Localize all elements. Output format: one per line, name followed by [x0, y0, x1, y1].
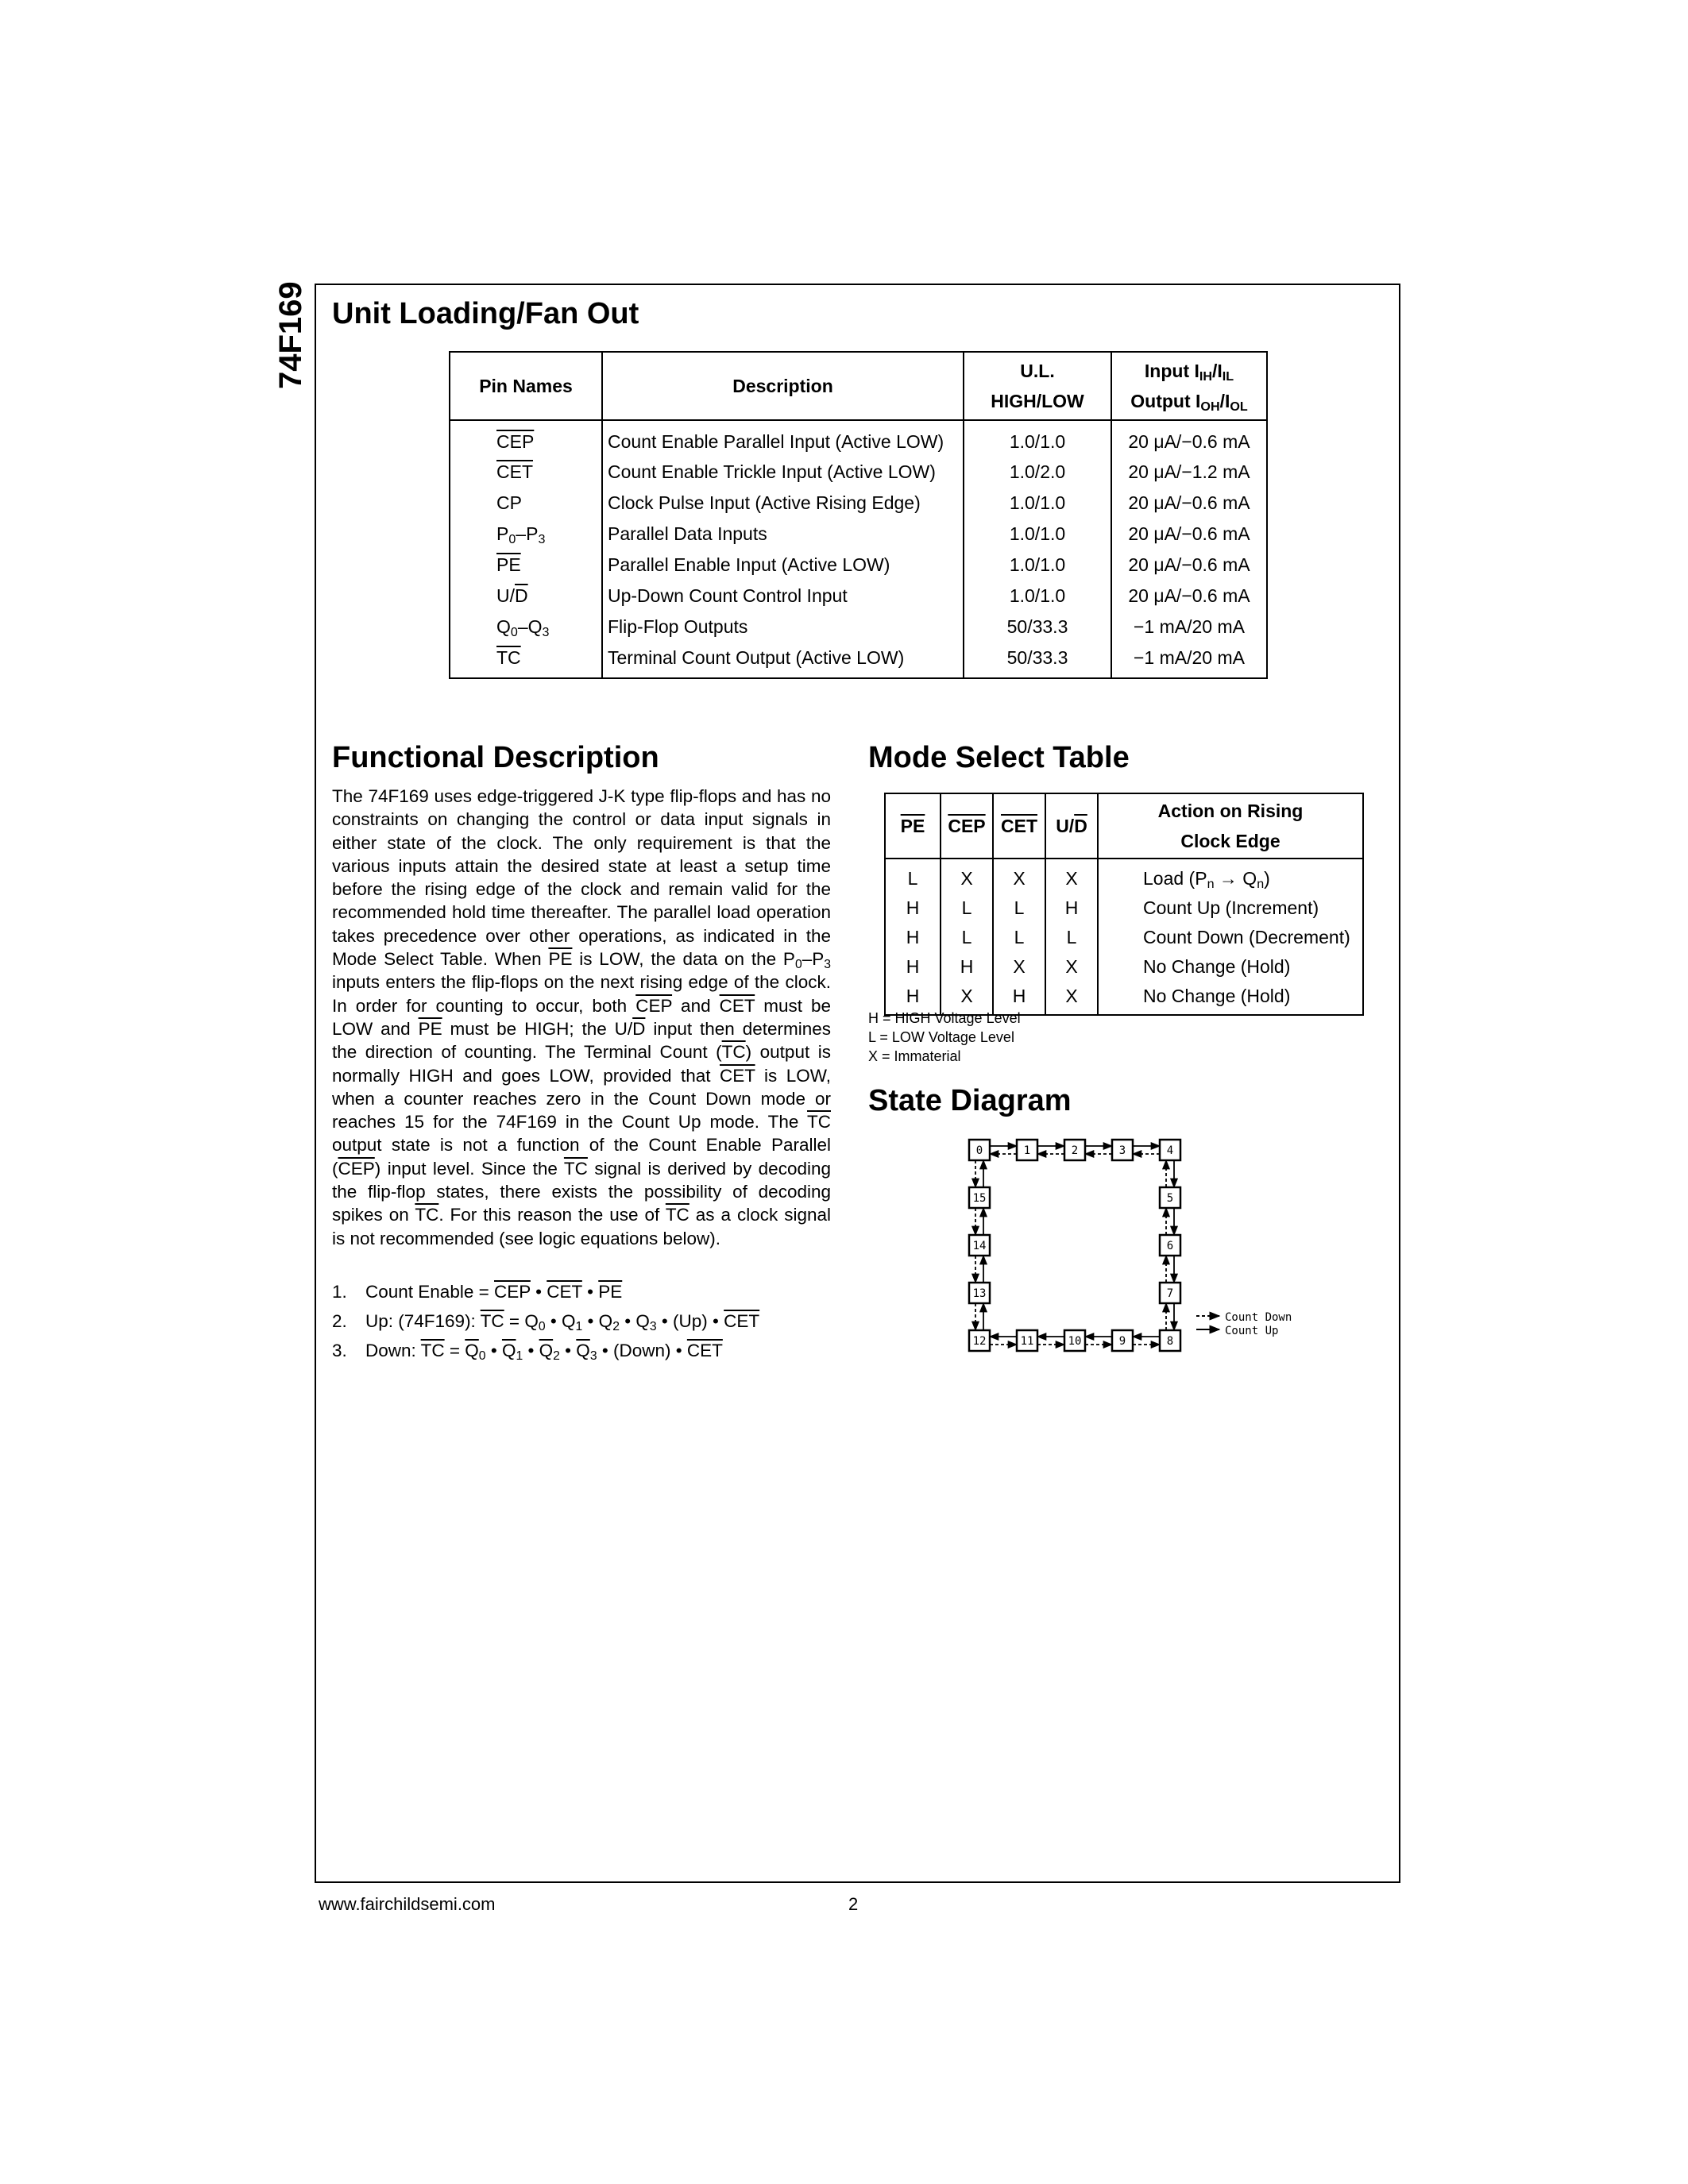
table-row: [450, 487, 1267, 518]
pin-name: $\overline{TC}$: [450, 642, 602, 678]
table-row: [885, 859, 1363, 893]
pin-name: $Q_0-Q_3$: [450, 611, 602, 642]
pin-description: Parallel Enable Input (Active LOW): [602, 549, 964, 580]
pin-name: $\overline{PE}$: [450, 549, 602, 580]
state-label: 3: [1118, 1144, 1126, 1157]
state-label: 10: [1068, 1335, 1082, 1348]
header-ud: $U/\overline{D}$: [1045, 793, 1098, 859]
header-ul-line1: U.L.: [1020, 361, 1055, 381]
header-action: Action on Rising Clock Edge: [1098, 793, 1363, 859]
table-row: [885, 893, 1363, 923]
mode-cet: X: [993, 952, 1045, 982]
state-label: 9: [1118, 1335, 1126, 1348]
mode-pe: H: [885, 923, 941, 952]
mode-pe: L: [885, 859, 941, 893]
pin-name: CP: [450, 487, 602, 518]
state-label: 12: [972, 1335, 987, 1348]
mode-action: Count Up (Increment): [1098, 893, 1363, 923]
pin-name: $U/\overline{D}$: [450, 580, 602, 611]
mode-select-table: [884, 793, 1364, 1016]
functional-description-title: Functional Description: [332, 741, 659, 774]
mode-legend: [868, 1009, 1021, 1066]
state-label: 11: [1020, 1335, 1034, 1348]
logic-equations: [332, 1277, 759, 1365]
state-label: 7: [1166, 1287, 1174, 1300]
pin-ul: 50/33.3: [964, 611, 1111, 642]
pin-ul: 1.0/1.0: [964, 420, 1111, 456]
pin-description: Parallel Data Inputs: [602, 518, 964, 549]
equation-down: 3. Down: $\overline{TC} = \overline{Q}_0$ • $\overline{Q}_1$ • $\overline{Q}_2$ • $\overline{Q}_3$ • (Down) • $\overline{CET}$: [332, 1341, 723, 1363]
mode-ud: X: [1045, 859, 1098, 893]
pin-description: Count Enable Parallel Input (Active LOW): [602, 420, 964, 456]
mode-cet: X: [993, 859, 1045, 893]
pin-ul: 1.0/1.0: [964, 580, 1111, 611]
state-label: 5: [1166, 1192, 1174, 1205]
pin-name: $\overline{CET}$: [450, 456, 602, 487]
equation-count-enable: 1. Count Enable = $\overline{CEP}$ • $\overline{CET}$ • $\overline{PE}$: [332, 1282, 623, 1302]
pin-description: Count Enable Trickle Input (Active LOW): [602, 456, 964, 487]
header-ul-line2: HIGH/LOW: [991, 391, 1084, 411]
legend-high: H = HIGH Voltage Level: [868, 1010, 1021, 1026]
pin-name: $\overline{CEP}$: [450, 420, 602, 456]
mode-ud: X: [1045, 952, 1098, 982]
header-input-output: [1111, 352, 1267, 420]
header-ul: [964, 352, 1111, 420]
table-row: [450, 456, 1267, 487]
pin-ul: 1.0/1.0: [964, 518, 1111, 549]
header-input: Input $I_{IH}/I_{IL}$: [1144, 361, 1234, 384]
state-label: 14: [972, 1240, 987, 1252]
side-part-number: 74F169: [273, 281, 308, 389]
mode-action: No Change (Hold): [1098, 952, 1363, 982]
state-label: 15: [972, 1192, 987, 1205]
table-row: [450, 420, 1267, 456]
mode-ud: H: [1045, 893, 1098, 923]
mode-cep: X: [941, 859, 993, 893]
footer-url: www.fairchildsemi.com: [319, 1894, 496, 1914]
table-row: [450, 518, 1267, 549]
mode-action: Count Down (Decrement): [1098, 923, 1363, 952]
unit-loading-title: Unit Loading/Fan Out: [332, 297, 639, 330]
pin-io: −1 mA/20 mA: [1111, 642, 1267, 678]
pin-ul: 1.0/1.0: [964, 549, 1111, 580]
header-cet: $\overline{CET}$: [993, 793, 1045, 859]
legend-immaterial: X = Immaterial: [868, 1048, 961, 1064]
pin-description: Clock Pulse Input (Active Rising Edge): [602, 487, 964, 518]
legend-low: L = LOW Voltage Level: [868, 1029, 1014, 1045]
state-label: 4: [1166, 1144, 1174, 1157]
page-number: 2: [848, 1894, 859, 1914]
state-label: 1: [1023, 1144, 1031, 1157]
state-diagram: [953, 1132, 1311, 1362]
mode-cet: L: [993, 923, 1045, 952]
state-label: 8: [1166, 1335, 1174, 1348]
pin-io: 20 μA/−0.6 mA: [1111, 518, 1267, 549]
legend-up-label: Count Up: [1225, 1325, 1279, 1337]
table-row: [885, 952, 1363, 982]
header-output: Output $I_{OH}/I_{OL}$: [1130, 391, 1248, 415]
pin-ul: 1.0/2.0: [964, 456, 1111, 487]
state-label: 2: [1071, 1144, 1079, 1157]
diagram-legend: [1196, 1311, 1292, 1337]
pin-io: −1 mA/20 mA: [1111, 611, 1267, 642]
mode-cet: H: [993, 982, 1045, 1015]
header-description: Description: [602, 352, 964, 420]
mode-cep: X: [941, 982, 993, 1015]
mode-cet: L: [993, 893, 1045, 923]
pin-io: 20 μA/−0.6 mA: [1111, 549, 1267, 580]
mode-cep: H: [941, 952, 993, 982]
state-label: 13: [972, 1287, 987, 1300]
pin-description: Up-Down Count Control Input: [602, 580, 964, 611]
mode-action: Load $(P_n \to Q_n)$: [1098, 859, 1363, 893]
pin-name: $P_0-P_3$: [450, 518, 602, 549]
pin-ul: 1.0/1.0: [964, 487, 1111, 518]
mode-ud: X: [1045, 982, 1098, 1015]
header-pin-names: Pin Names: [450, 352, 602, 420]
mode-cep: L: [941, 893, 993, 923]
state-label: 0: [975, 1144, 983, 1157]
pin-io: 20 μA/−0.6 mA: [1111, 487, 1267, 518]
table-row: [450, 611, 1267, 642]
state-label: 6: [1166, 1240, 1174, 1252]
pin-ul: 50/33.3: [964, 642, 1111, 678]
table-row: [450, 642, 1267, 678]
functional-description-text: The 74F169 uses edge-triggered J-K type flip-flops and has no constraints on changing the control or data input signals in either state of the clock. The only requirement is that the various inputs attain the desired state at least a setup time before the rising edge of the clock and remain valid for the recommended hold time thereafter. The parallel load operation takes precedence over other operations, as indicated in the Mode Select Table. When $\overline{PE}$ is LOW, the data on the $P_0-P_3$ inputs enters the flip-flops on the next rising edge of the clock. In order for counting to occur, both $\overline{CEP}$ and $\overline{CET}$ must be LOW and $\overline{PE}$ must be HIGH; the $U/\overline{D}$ input then determines the direction of counting. The Terminal Count $(\overline{TC})$ output is normally HIGH and goes LOW, provided that $\overline{CET}$ is LOW, when a counter reaches zero in the Count Down mode or reaches 15 for the 74F169 in the Count Up mode. The $\overline{TC}$ output state is not a function of the Count Enable Parallel $(\overline{CEP})$ input level. Since the $\overline{TC}$ signal is derived by decoding the flip-flop states, there exists the possibility of decoding spikes on $\overline{TC}$. For this reason the use of $\overline{TC}$ as a clock signal is not recommended (see logic equations below).: [332, 786, 832, 1248]
mode-pe: H: [885, 982, 941, 1015]
pin-description: Terminal Count Output (Active LOW): [602, 642, 964, 678]
mode-ud: L: [1045, 923, 1098, 952]
mode-select-title: Mode Select Table: [868, 741, 1130, 774]
pin-io: 20 μA/−0.6 mA: [1111, 420, 1267, 456]
table-row: [885, 923, 1363, 952]
mode-cep: L: [941, 923, 993, 952]
equation-up: 2. Up: (74F169): $\overline{TC} = Q_0$ • $Q_1$ • $Q_2$ • $Q_3$ • (Up) • $\overline{CET}$: [332, 1311, 760, 1333]
pin-io: 20 μA/−1.2 mA: [1111, 456, 1267, 487]
table-row: [450, 580, 1267, 611]
pin-description: Flip-Flop Outputs: [602, 611, 964, 642]
header-pe: $\overline{PE}$: [885, 793, 941, 859]
mode-action: No Change (Hold): [1098, 982, 1363, 1015]
legend-down-label: Count Down: [1225, 1311, 1292, 1324]
mode-pe: H: [885, 952, 941, 982]
mode-pe: H: [885, 893, 941, 923]
state-diagram-title: State Diagram: [868, 1084, 1072, 1117]
table-row: [450, 549, 1267, 580]
unit-loading-table: [449, 351, 1268, 679]
header-cep: $\overline{CEP}$: [941, 793, 993, 859]
pin-io: 20 μA/−0.6 mA: [1111, 580, 1267, 611]
